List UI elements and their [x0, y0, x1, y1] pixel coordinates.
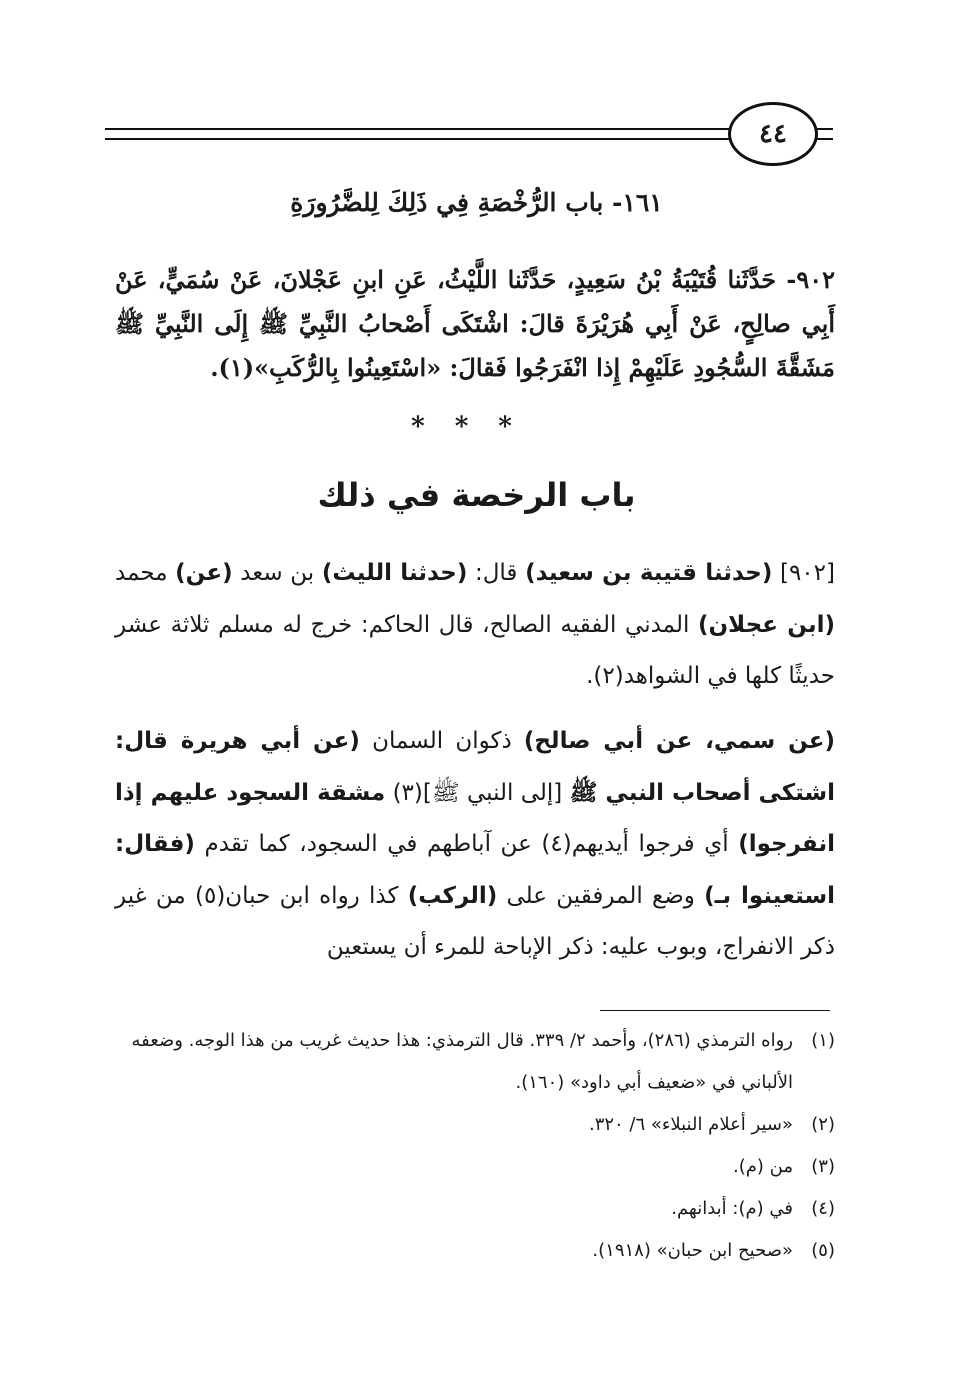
quoted-matn: (عن أبي هريرة قال: اشتكى أصحاب النبي ﷺ [115, 728, 836, 806]
quoted-matn: (الركب) [407, 882, 498, 909]
quoted-matn: (ابن عجلان) [698, 611, 835, 638]
quoted-matn: مشقة السجود عليهم إذا انفرجوا) [115, 779, 835, 857]
commentary-paragraph-1 [115, 548, 835, 703]
footnote [110, 1146, 835, 1188]
commentary-text: [إلى النبي ﷺ](٣) [385, 779, 570, 806]
hadith-text: ٩٠٢- حَدَّثَنا قُتَيْبَةُ بْنُ سَعِيدٍ، حَدَّثَنا اللَّيْثُ، عَنِ ابنِ عَجْلانَ، عَنْ سُمَيٍّ، عَنْ أَبِي صالِحٍ، عَنْ أَبِي هُرَيْرَةَ قالَ: اشْتَكَى أَصْحابُ النَّبِيِّ ﷺ إِلَى النَّبِيِّ ﷺ مَشَقَّةَ السُّجُودِ عَلَيْهِمْ إِذا انْفَرَجُوا فَقالَ: «اسْتَعِينُوا بِالرُّكَبِ»(١). [115, 265, 835, 382]
hadith-number: [٩٠٢] [772, 560, 835, 586]
footnote [110, 1104, 835, 1146]
footnote [110, 1188, 835, 1230]
footnote [110, 1230, 835, 1272]
commentary-text: كذا رواه ابن حبان(٥) من غير ذكر الانفراج، وبوب عليه: ذكر الإباحة للمرء أن يستعين [115, 882, 835, 960]
footnote-text: «سير أعلام النبلاء» ٦/ ٣٢٠. [588, 1114, 793, 1135]
header-rule-top [105, 128, 755, 130]
footnote-text: رواه الترمذي (٢٨٦)، وأحمد ٢/ ٣٣٩. قال الترمذي: هذا حديث غريب من هذا الوجه. وضعفه الألباني في «ضعيف أبي داود» (١٦٠). [131, 1030, 793, 1093]
commentary-text: محمد [115, 560, 176, 586]
footnote-number: (٥) [811, 1240, 835, 1261]
quoted-matn: (حدثنا قتيبة بن سعيد) [525, 560, 773, 586]
commentary-text: المدني الفقيه الصالح، قال الحاكم: خرج له مسلم ثلاثة عشر حديثًا كلها في الشواهد(٢). [115, 611, 835, 689]
quoted-matn: (حدثنا الليث) [321, 560, 468, 586]
quoted-matn: (عن سمي، عن أبي صالح) [523, 728, 836, 754]
footnote-number: (٣) [811, 1156, 835, 1177]
footnote-number: (١) [811, 1030, 835, 1051]
quoted-matn: (فقال: استعينوا بـ) [115, 831, 835, 909]
header-rule-bottom [105, 138, 755, 140]
commentary-paragraph-2 [115, 716, 835, 974]
page-number: ٤٤ [728, 102, 818, 166]
footnote-text: «صحيح ابن حبان» (١٩١٨). [592, 1240, 793, 1261]
footnote-divider [600, 1010, 830, 1011]
quoted-matn: (عن) [175, 560, 233, 586]
commentary-title: باب الرخصة في ذلك [317, 476, 636, 514]
commentary-text: ذكوان السمان [359, 728, 524, 754]
footnote-text: في (م): أبدانهم. [671, 1198, 793, 1219]
footnote-number: (٤) [811, 1198, 835, 1219]
separator-stars: *** [411, 412, 542, 442]
footnote-number: (٢) [811, 1114, 835, 1135]
footnote [110, 1020, 835, 1104]
footnotes [110, 1020, 835, 1272]
commentary-text: قال: [467, 560, 526, 586]
chapter-title: ١٦١- باب الرُّخْصَةِ فِي ذَلِكَ لِلضَّرُورَةِ [290, 188, 663, 217]
commentary-text: أي فرجوا أيديهم(٤) عن آباطهم في السجود، كما تقدم [194, 831, 739, 857]
footnote-text: من (م). [733, 1156, 793, 1177]
commentary-text: وضع المرفقين على [497, 882, 705, 909]
commentary-text: بن سعد [232, 560, 322, 586]
